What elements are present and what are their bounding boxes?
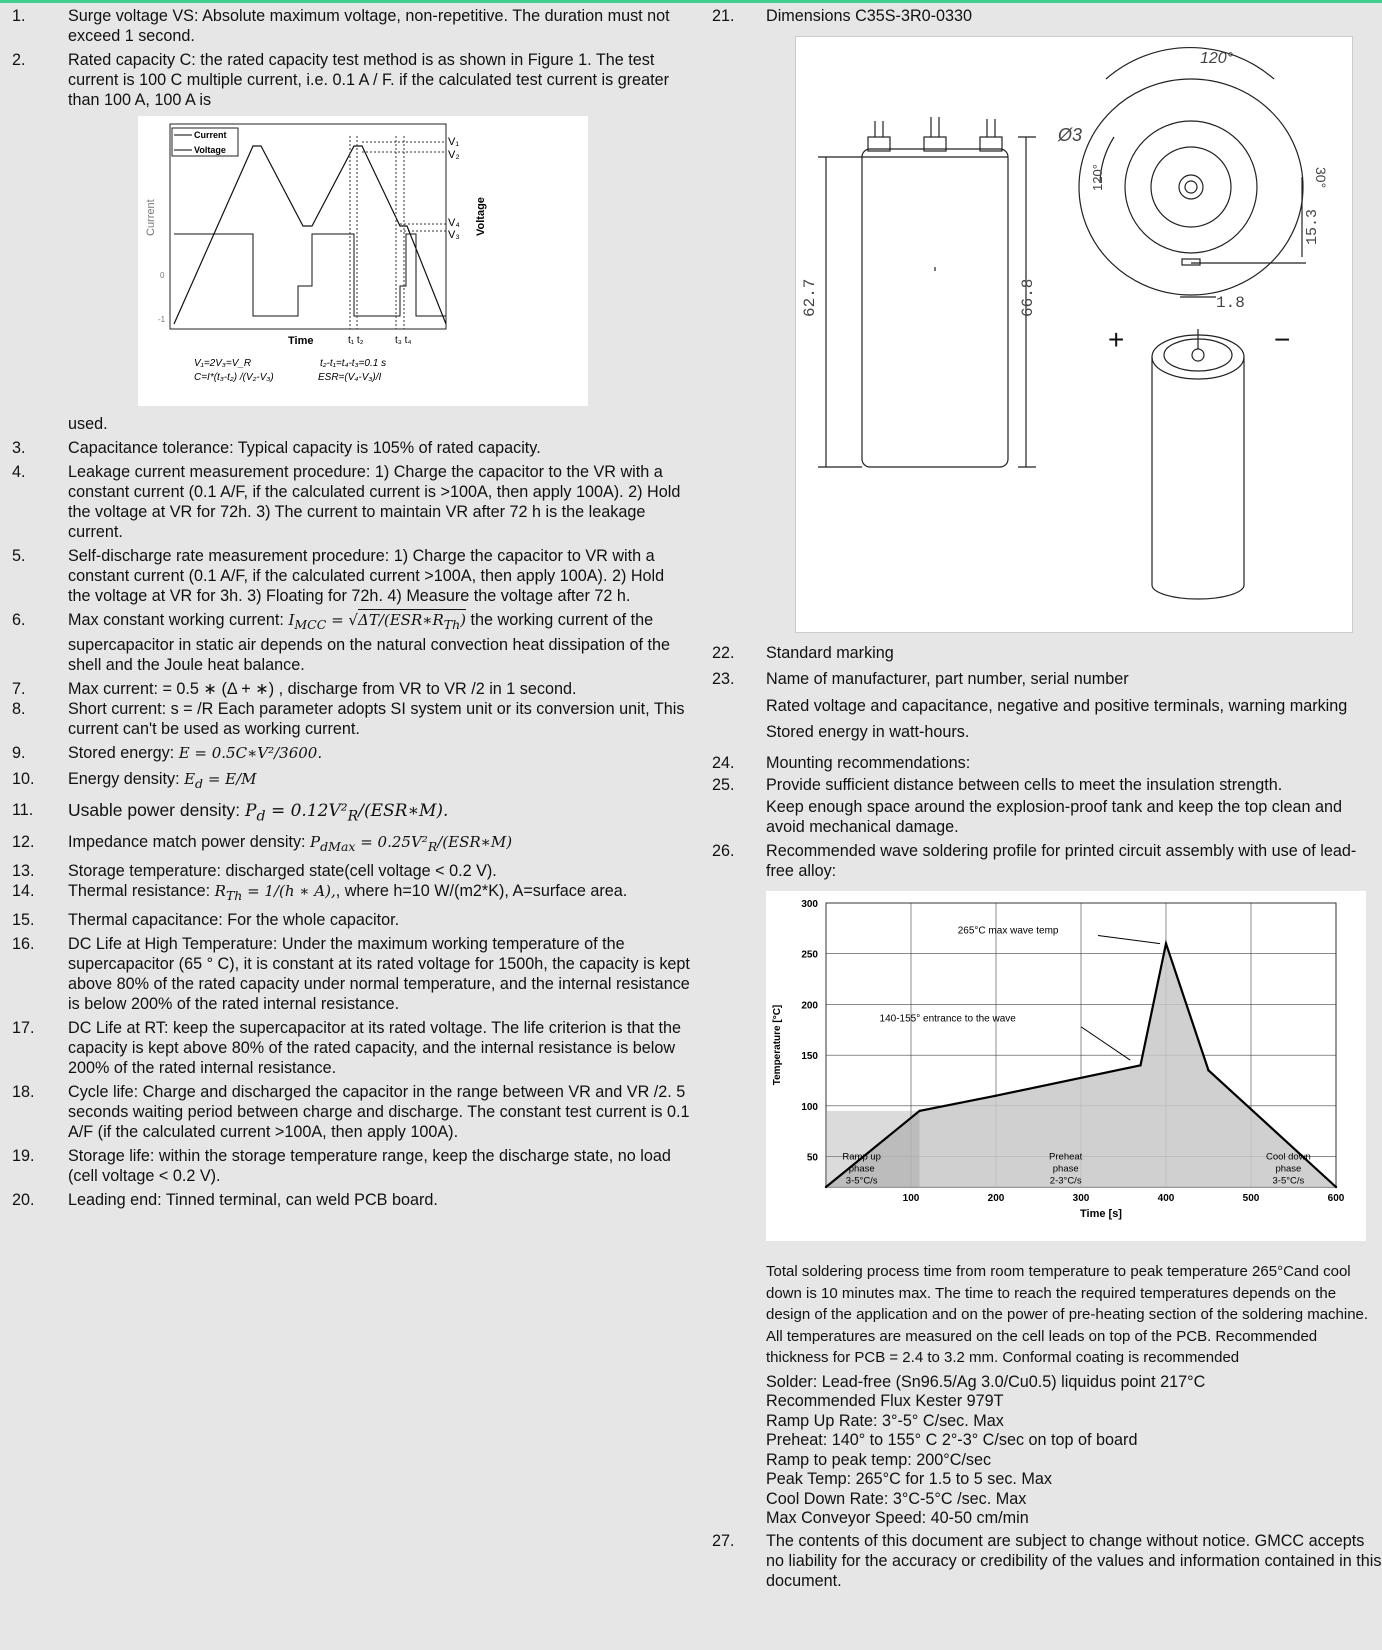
dim-1-8: 1.8 bbox=[1216, 294, 1245, 312]
x-tick-label: 300 bbox=[1072, 1193, 1090, 1204]
spec-line: Ramp to peak temp: 200°C/sec bbox=[766, 1450, 992, 1469]
y-axis-label: Temperature [°C] bbox=[772, 1004, 783, 1086]
item-10: 10. Energy density: $E_d = E/M$ bbox=[12, 770, 257, 791]
y-tick-label: 50 bbox=[806, 1152, 818, 1164]
data-point bbox=[1207, 1069, 1209, 1071]
item-11: 11. Usable power density: $P_d$ = $0.12V^2_R/(ESR∗M)$. bbox=[12, 800, 449, 825]
dim-62-7: 62.7 bbox=[801, 278, 819, 317]
top-view-inner bbox=[1125, 121, 1257, 253]
item-12: 12. Impedance match power density: $P_{dMax}$ = $0.25V^2_R/(ESR∗M)$ bbox=[12, 833, 513, 855]
item-23: 23. Name of manufacturer, part number, serial number bbox=[712, 670, 1129, 688]
item-9: 9. Stored energy: E = 0.5C∗V²/3600. bbox=[12, 744, 323, 762]
capacity-test-diagram bbox=[138, 116, 588, 406]
data-point bbox=[995, 1095, 997, 1097]
dimensions-drawing bbox=[795, 36, 1353, 633]
item-22: 22. Standard marking bbox=[712, 644, 894, 662]
tick-zero: 0 bbox=[160, 271, 165, 280]
soldering-chart-svg bbox=[766, 891, 1366, 1241]
item-2-continued: used. bbox=[68, 415, 108, 433]
dim-120-side: 120° bbox=[1090, 164, 1105, 191]
data-point bbox=[1139, 1064, 1141, 1066]
x-tick-label: 200 bbox=[987, 1193, 1005, 1204]
v1-label: V₁ bbox=[448, 136, 460, 148]
item-7: 7. Max current: = 0.5 ∗ (Δ + ∗) , discharge from VR to VR /2 in 1 second. bbox=[12, 680, 577, 698]
item-24: 24. Mounting recommendations: bbox=[712, 754, 971, 772]
figure-1-panel bbox=[138, 116, 588, 406]
right-column bbox=[700, 6, 1382, 1595]
data-point bbox=[1335, 1186, 1337, 1188]
item-15: 15. Thermal capacitance: For the whole capacitor. bbox=[12, 911, 400, 930]
data-point bbox=[825, 1186, 827, 1188]
formula-v: V₁=2V₃=V_R bbox=[194, 358, 252, 369]
item-5: 5. Self-discharge rate measurement procedure: 1) Charge the capacitor to VR with a constant current (0.1 A/F, if the calculated current >100A, then apply 100A). 2) Hold the voltage at VR for 3h. 3) Floating for 72h. 4) Measure the voltage after 72 h. bbox=[12, 547, 665, 605]
item-19: 19. Storage life: within the storage temperature range, keep the discharge state, no load (cell voltage < 0.2 V). bbox=[12, 1147, 671, 1186]
angle-arc-top bbox=[1106, 48, 1274, 79]
formula-t: t₂-t₁=t₄-t₃=0.1 s bbox=[320, 358, 387, 369]
item-25-space: Keep enough space around the explosion-proof tank and keep the top clean and avoid mechanical damage. bbox=[766, 798, 1342, 836]
item-13: 13. Storage temperature: discharged state(cell voltage < 0.2 V). bbox=[12, 862, 497, 881]
x-tick-label: 500 bbox=[1242, 1193, 1260, 1204]
item-18: 18. Cycle life: Charge and discharged the capacitor in the range between VR and VR /2. 5 seconds waiting period between charge and discharge. The constant test current is 0.1 A/F (if the calculated current >100A, then apply 100A). bbox=[12, 1083, 690, 1142]
top-accent-bar bbox=[0, 0, 1382, 3]
v2-label: V₂ bbox=[448, 149, 460, 161]
item-26: 26. Recommended wave soldering profile for printed circuit assembly with use of lead-free alloy: bbox=[712, 842, 1357, 880]
spec-line: Recommended Flux Kester 979T bbox=[766, 1392, 1004, 1410]
annotation-peak: 265°C max wave temp bbox=[957, 925, 1059, 937]
item-21: 21. Dimensions C35S-3R0-0330 bbox=[712, 7, 973, 25]
t34-label: t₃ t₄ bbox=[395, 335, 412, 346]
v3-label: V₃ bbox=[448, 229, 460, 241]
phase-label-ramp: Ramp up bbox=[842, 1151, 881, 1163]
dim-phi3: Ø3 bbox=[1058, 125, 1083, 145]
dim-120-top: 120° bbox=[1200, 50, 1234, 67]
item-17: 17. DC Life at RT: keep the supercapacitor at its rated voltage. The life criterion is that the capacity is kept above 80% of the rated capacity, and the internal resistance is below 200% of the rated internal resistance. bbox=[12, 1019, 682, 1078]
capacitor-dimension-svg bbox=[796, 37, 1352, 632]
v4-label: V₄ bbox=[448, 217, 460, 229]
item-23-energy: Stored energy in watt-hours. bbox=[766, 723, 970, 741]
phase-label-preheat: Preheat bbox=[1049, 1151, 1083, 1163]
item-25: 25. Provide sufficient distance between cells to meet the insulation strength. bbox=[712, 776, 1283, 794]
phase-label-cooldown: 3-5°C/s bbox=[1272, 1175, 1305, 1187]
x-axis-label: Time [s] bbox=[1080, 1208, 1122, 1220]
formula-esr: ESR=(V₄-V₃)/I bbox=[318, 372, 382, 383]
legend-current: Current bbox=[194, 130, 227, 140]
phase-label-ramp: 3-5°C/s bbox=[845, 1175, 878, 1187]
item-6: 6. Max constant working current: $I_{MCC}$ = $√\Delta T/(ESR∗R_{Th})$ the working current of the supercapacitor in static air depends on the natural convection heat dissipation of the shell and the Joule heat balance. bbox=[12, 611, 671, 674]
annotation-entrance: 140-155° entrance to the wave bbox=[879, 1013, 1016, 1025]
dim-30: 30° bbox=[1313, 167, 1329, 189]
can-body bbox=[862, 149, 1008, 467]
y-tick-label: 200 bbox=[801, 1000, 818, 1012]
item-3: 3. Capacitance tolerance: Typical capacity is 105% of rated capacity. bbox=[12, 439, 541, 457]
phase-label-preheat: 2-3°C/s bbox=[1049, 1175, 1082, 1187]
y-tick-label: 150 bbox=[801, 1051, 818, 1063]
tick-minus-one: -1 bbox=[158, 315, 166, 324]
ylabel-current: Current bbox=[145, 199, 157, 236]
spec-line: Solder: Lead-free (Sn96.5/Ag 3.0/Cu0.5) liquidus point 217°C bbox=[766, 1372, 1206, 1391]
phase-label-cooldown: phase bbox=[1275, 1163, 1302, 1175]
item-1: 1. Surge voltage VS: Absolute maximum voltage, non-repetitive. The duration must not exceed 1 second. bbox=[12, 7, 670, 45]
t12-label: t₁ t₂ bbox=[348, 335, 364, 346]
bottom-view-can bbox=[1152, 357, 1244, 599]
soldering-note: Total soldering process time from room temperature to peak temperature 265°Cand cool down is 10 minutes max. The time to reach the required temperatures depends on the design of the application and on the power of pre-heating section of the soldering machine. All temperatures are measured on the cell leads on top of the PCB. Recommended thickness for PCB = 2.4 to 3.2 mm. Conformal coating is recommended bbox=[766, 1263, 1369, 1366]
item-14: 14. Thermal resistance: $R_{Th} = 1/(h$ ∗ A),, where h=10 W/(m2*K), A=surface area. bbox=[12, 882, 628, 904]
annotation-arrow bbox=[1098, 935, 1160, 943]
x-tick-label: 100 bbox=[902, 1193, 920, 1204]
dim-66-8: 66.8 bbox=[1019, 278, 1037, 317]
item-16: 16. DC Life at High Temperature: Under the maximum working temperature of the supercapacitor (65 ° C), it is constant at its rated voltage for 1500h, the capacity is kept above 80% of the rated capacity under normal temperature, and the internal resistance is below 200% of the rated internal resistance. bbox=[12, 935, 690, 1014]
item-23-marking: Rated voltage and capacitance, negative and positive terminals, warning marking bbox=[766, 697, 1348, 715]
left-column bbox=[0, 6, 690, 1214]
minus-sign: − bbox=[1274, 324, 1291, 355]
item-2: 2. Rated capacity C: the rated capacity test method is as shown in Figure 1. The test current is 100 C multiple current, i.e. 0.1 A / F. if the calculated test current is greater than 100 A, 100 A is bbox=[12, 51, 670, 109]
y-tick-label: 300 bbox=[801, 899, 818, 910]
phase-label-preheat: phase bbox=[1052, 1163, 1079, 1175]
y-tick-label: 250 bbox=[801, 949, 818, 961]
item-4: 4. Leakage current measurement procedure: 1) Charge the capacitor to the VR with a constant current (0.1 A/F, if the calculated current is >100A, then apply 100A). 2) Hold the voltage at VR for 72h. 3) The current to maintain VR after 72 h is the leakage current. bbox=[12, 463, 681, 541]
x-tick-label: 600 bbox=[1327, 1193, 1345, 1204]
spec-line: Peak Temp: 265°C for 1.5 to 5 sec. Max bbox=[766, 1470, 1052, 1488]
ylabel-voltage: Voltage bbox=[475, 197, 487, 236]
data-point bbox=[1165, 942, 1167, 944]
phase-label-ramp: phase bbox=[848, 1163, 875, 1175]
phase-label-cooldown: Cool down bbox=[1265, 1151, 1311, 1163]
spec-line: Preheat: 140° to 155° C 2°-3° C/sec on top of board bbox=[766, 1431, 1138, 1449]
y-tick-label: 100 bbox=[801, 1101, 818, 1113]
plus-sign: + bbox=[1108, 324, 1125, 355]
formula-c: C=I*(t₃-t₂) /(V₂-V₃) bbox=[194, 372, 274, 383]
spec-line: Ramp Up Rate: 3°-5° C/sec. Max bbox=[766, 1411, 1004, 1430]
spec-line: Max Conveyor Speed: 40-50 cm/min bbox=[766, 1509, 1029, 1527]
x-tick-label: 400 bbox=[1157, 1193, 1175, 1204]
item-8: 8. Short current: s = /R Each parameter adopts SI system unit or its conversion unit, This current can't be used as working current. bbox=[12, 700, 685, 738]
data-point bbox=[918, 1110, 920, 1112]
item-20: 20. Leading end: Tinned terminal, can weld PCB board. bbox=[12, 1191, 438, 1210]
soldering-profile-chart bbox=[766, 891, 1366, 1241]
dim-15-3: 15.3 bbox=[1304, 208, 1321, 245]
legend-voltage: Voltage bbox=[194, 145, 226, 155]
soldering-specs bbox=[700, 1373, 1382, 1529]
spec-line: Cool Down Rate: 3°C-5°C /sec. Max bbox=[766, 1489, 1027, 1508]
item-27: 27. The contents of this document are subject to change without notice. GMCC accepts no liability for the accuracy or credibility of the values and information contained in this document. bbox=[712, 1531, 1382, 1590]
xlabel-time: Time bbox=[288, 335, 314, 347]
